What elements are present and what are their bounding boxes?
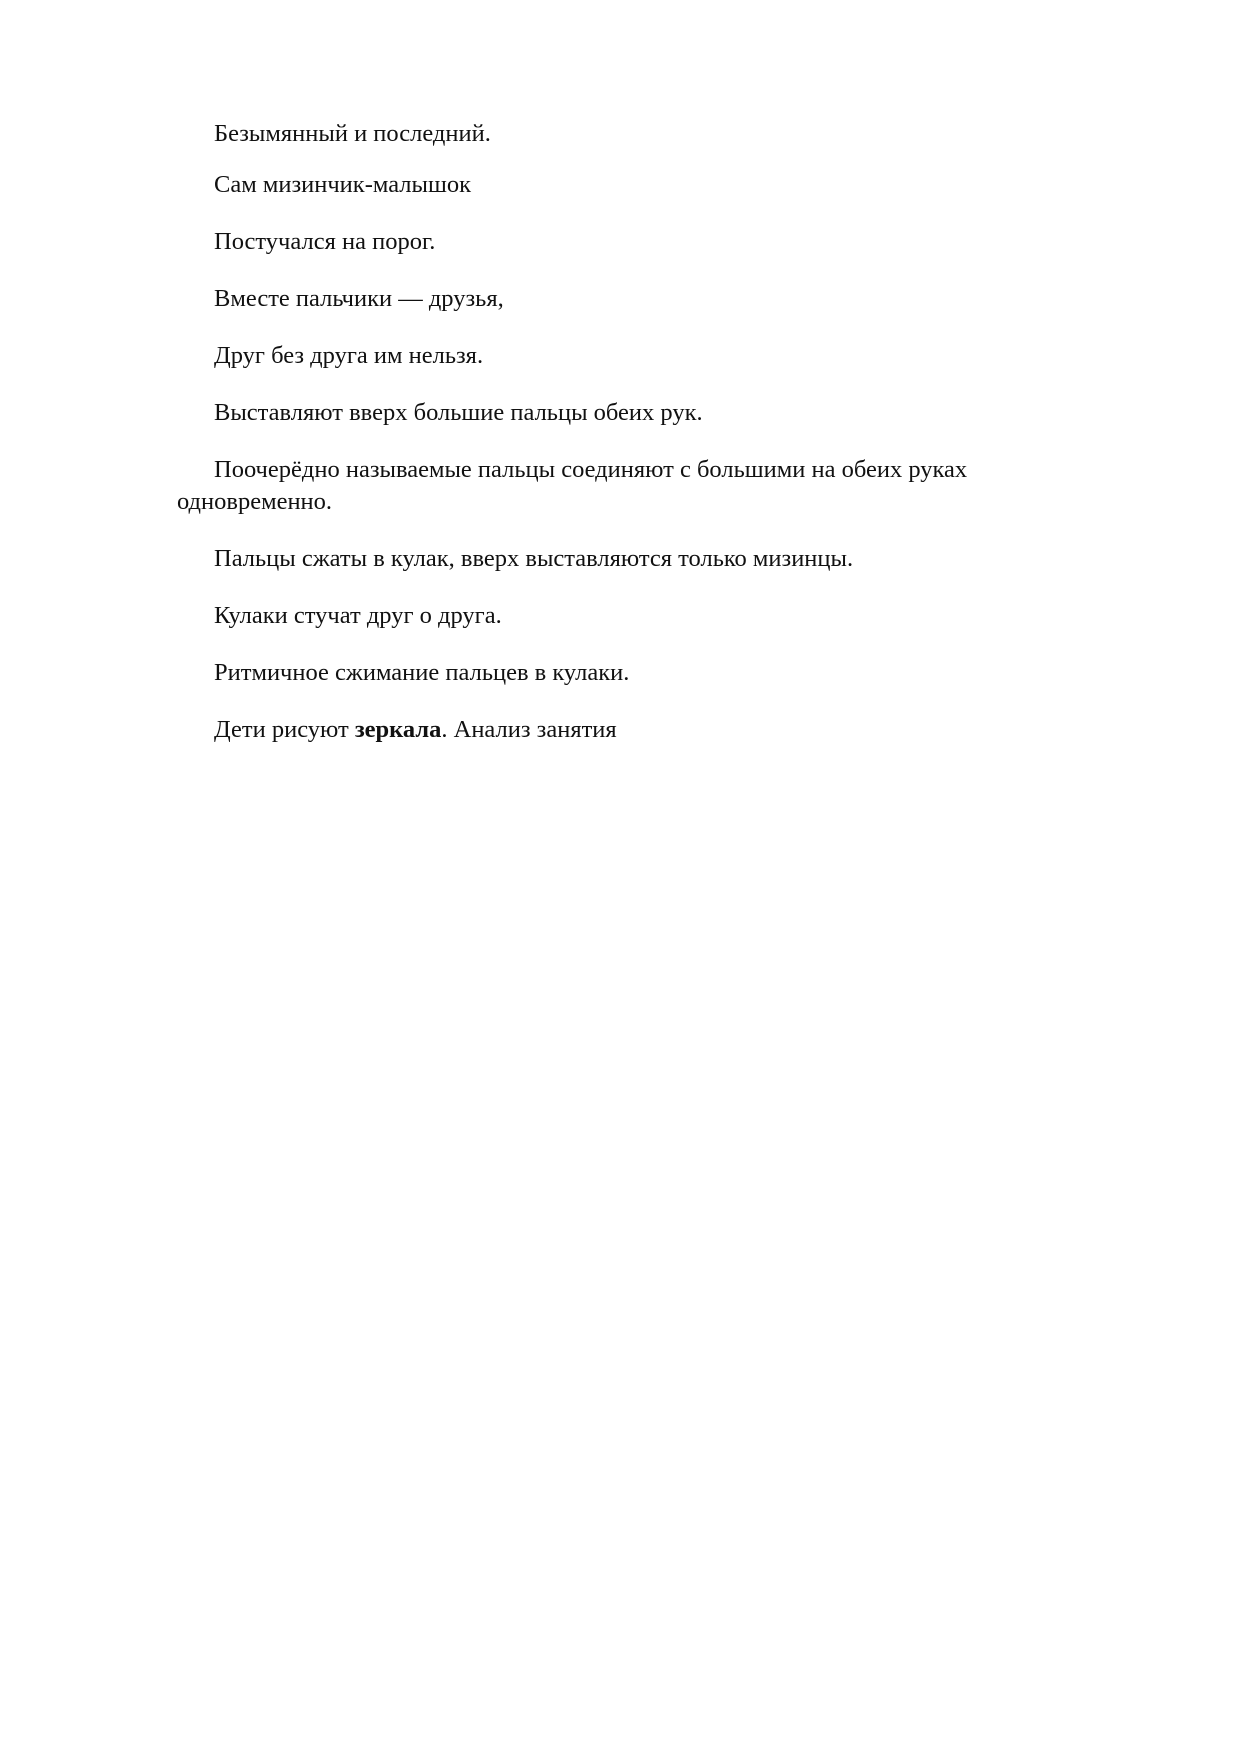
last-paragraph xyxy=(177,714,1117,746)
paragraph-text-after: . Анализ занятия xyxy=(441,716,617,743)
paragraph: Выставляют вверх большие пальцы обеих рук. xyxy=(214,399,703,426)
paragraph: Безымянный и последний. xyxy=(214,120,491,147)
paragraph: Кулаки стучат друг о друга. xyxy=(214,602,502,629)
paragraph: Сам мизинчик-малышок xyxy=(214,171,471,198)
paragraph: Друг без друга им нельзя. xyxy=(214,342,484,369)
paragraph: Пальцы сжаты в кулак, вверх выставляются только мизинцы. xyxy=(214,545,854,572)
bold-term: зеркала xyxy=(354,716,442,743)
paragraph: Постучался на порог. xyxy=(214,228,436,255)
paragraph: Вместе пальчики — друзья, xyxy=(214,285,504,312)
paragraph: Поочерёдно называемые пальцы соединяют с большими на обеих руках одновременно. xyxy=(177,456,968,515)
paragraph-text-before: Дети рисуют xyxy=(214,716,355,743)
paragraph: Ритмичное сжимание пальцев в кулаки. xyxy=(214,659,630,686)
document-body xyxy=(177,118,1117,771)
